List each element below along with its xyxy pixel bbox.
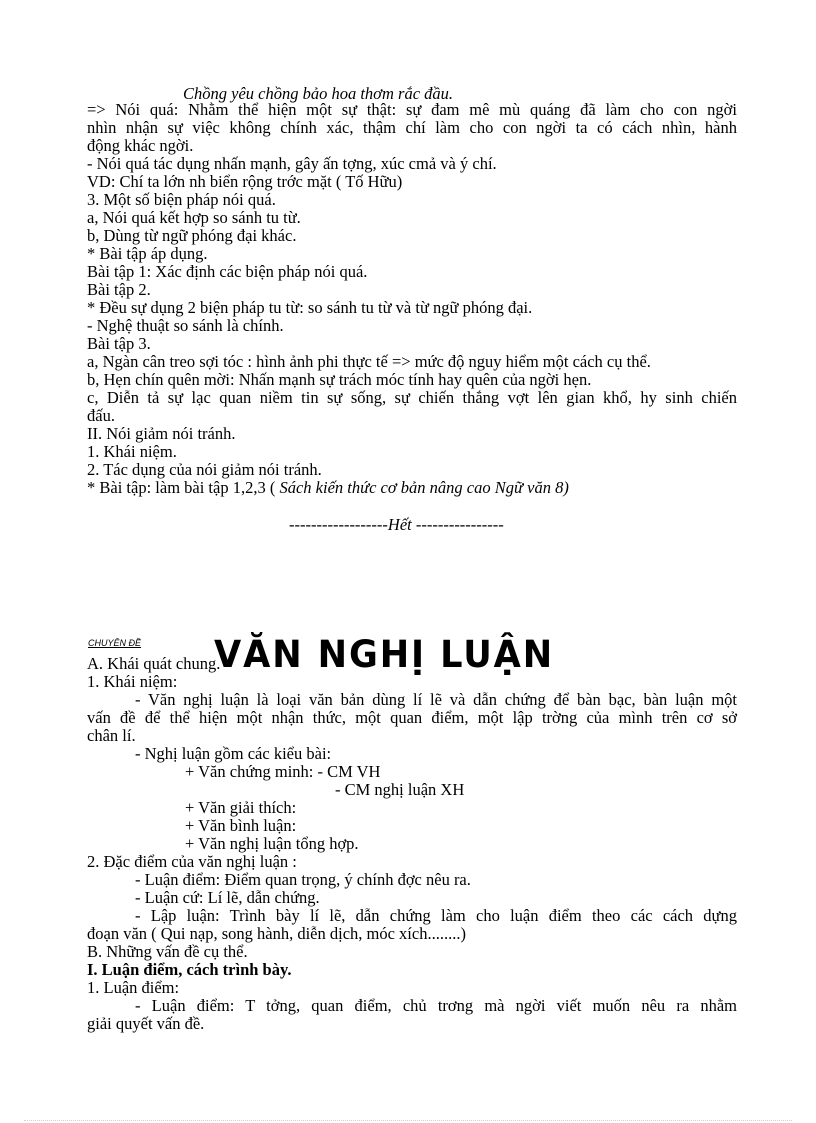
text-line: Bài tập 3. bbox=[87, 334, 151, 353]
topic-label: CHUYÊN ĐỀ bbox=[88, 638, 142, 648]
end-marker: ------------------Hết ---------------- bbox=[289, 515, 504, 534]
book-reference: Sách kiến thức cơ bản nâng cao Ngữ văn 8) bbox=[279, 478, 569, 497]
list-item: + Văn nghị luận tổng hợp. bbox=[185, 834, 359, 853]
text-line: Bài tập 2. bbox=[87, 280, 151, 299]
exercise-text: * Bài tập: làm bài tập 1,2,3 ( bbox=[87, 478, 280, 497]
text-line: * Bài tập áp dụng. bbox=[87, 244, 208, 263]
list-item: + Văn giải thích: bbox=[185, 798, 297, 817]
text-line: 2. Tác dụng của nói giảm nói tránh. bbox=[87, 460, 322, 479]
text-line: nhìn nhận sự việc không chính xác, thậm chí làm cho con ngời ta có cách nhìn, hành bbox=[87, 118, 737, 137]
section-heading: A. Khái quát chung. bbox=[87, 654, 221, 673]
text-line: c, Diễn tả sự lạc quan niềm tin sự sống, sự chiến thắng vợt lên gian khổ, hy sinh chiến bbox=[87, 388, 737, 407]
section-heading: 2. Đặc điểm của văn nghị luận : bbox=[87, 852, 297, 871]
text-line: - Nghệ thuật so sánh là chính. bbox=[87, 316, 284, 335]
section-heading: II. Nói giảm nói tránh. bbox=[87, 424, 236, 443]
text-line: động khác ngời. bbox=[87, 136, 194, 155]
text-line: VD: Chí ta lớn nh biển rộng trớc mặt ( Tố Hữu) bbox=[87, 172, 403, 191]
text-line: vấn đề để thể hiện một nhận thức, một quan điểm, một lập trờng của mình trên cơ sở bbox=[87, 708, 737, 727]
text-line: chân lí. bbox=[87, 726, 136, 745]
text-line: - Luận điểm: Điểm quan trọng, ý chính đợc nêu ra. bbox=[135, 870, 471, 889]
text-line: 1. Luận điểm: bbox=[87, 978, 180, 997]
text-line: - Văn nghị luận là loại văn bản dùng lí lẽ và dẫn chứng để bàn bạc, bàn luận một bbox=[135, 690, 737, 709]
text-line: - Lập luận: Trình bày lí lẽ, dẫn chứng làm cho luận điểm theo các cách dựng bbox=[135, 906, 737, 925]
text-line: đấu. bbox=[87, 406, 115, 425]
list-item: - CM nghị luận XH bbox=[335, 780, 465, 799]
text-line: a, Nói quá kết hợp so sánh tu từ. bbox=[87, 208, 301, 227]
text-line: b, Dùng từ ngữ phóng đại khác. bbox=[87, 226, 297, 245]
section-heading: 3. Một số biện pháp nói quá. bbox=[87, 190, 276, 209]
text-line: - Nghị luận gồm các kiểu bài: bbox=[135, 744, 332, 763]
bold-heading: I. Luận điểm, cách trình bày. bbox=[87, 960, 292, 979]
text-line: giải quyết vấn đề. bbox=[87, 1014, 205, 1033]
text-line: b, Hẹn chín quên mời: Nhấn mạnh sự trách móc tính hay quên của ngời hẹn. bbox=[87, 370, 592, 389]
text-line: - Nói quá tác dụng nhấn mạnh, gây ấn tợng, xúc cmả và ý chí. bbox=[87, 154, 497, 173]
list-item: + Văn bình luận: bbox=[185, 816, 297, 835]
text-line: * Đều sự dụng 2 biện pháp tu từ: so sánh tu từ và từ ngữ phóng đại. bbox=[87, 298, 533, 317]
text-line bbox=[87, 479, 737, 497]
text-line: đoạn văn ( Qui nạp, song hành, diễn dịch, móc xích........) bbox=[87, 924, 466, 943]
text-line: - Luận cứ: Lí lẽ, dẫn chứng. bbox=[135, 888, 320, 907]
text-line: => Nói quá: Nhằm thể hiện một sự thật: sự đam mê mù quáng đã làm cho con ngời bbox=[87, 100, 737, 119]
list-item: + Văn chứng minh: - CM VH bbox=[185, 762, 381, 781]
poem-line: Chồng yêu chồng bảo hoa thơm rắc đầu. bbox=[183, 84, 454, 103]
page-title: VĂN NGHỊ LUẬN bbox=[214, 633, 555, 676]
page-bottom-divider bbox=[24, 1120, 792, 1121]
text-line: - Luận điểm: T tởng, quan điểm, chủ trơng mà ngời viết muốn nêu ra nhằm bbox=[135, 996, 737, 1015]
section-heading: B. Những vấn đề cụ thể. bbox=[87, 942, 248, 961]
text-line: 1. Khái niệm. bbox=[87, 442, 177, 461]
text-line: Bài tập 1: Xác định các biện pháp nói quá. bbox=[87, 262, 368, 281]
text-line: 1. Khái niệm: bbox=[87, 672, 178, 691]
text-line: a, Ngàn cân treo sợi tóc : hình ảnh phi thực tế => mức độ nguy hiểm một cách cụ thể. bbox=[87, 352, 651, 371]
